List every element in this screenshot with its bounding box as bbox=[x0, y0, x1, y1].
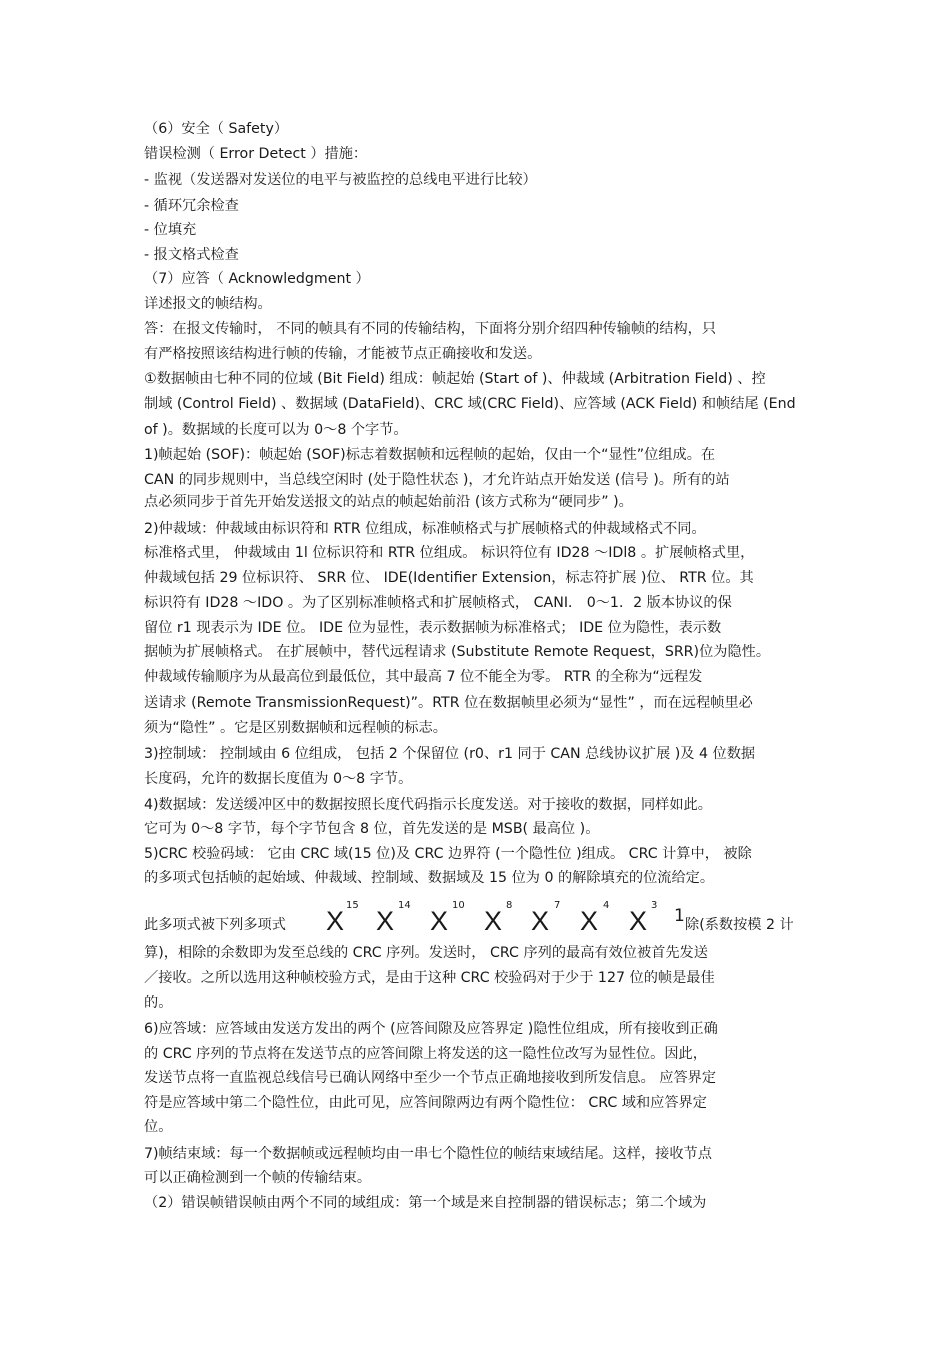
text-line: 2)仲裁域：仲裁域由标识符和 RTR 位组成，标准帧格式与扩展帧格式的仲裁域格式不同。 bbox=[144, 521, 706, 537]
text-line: 6)应答域：应答域由发送方发出的两个 (应答间隙及应答界定 )隐性位组成，所有接收到正确 bbox=[144, 1021, 718, 1037]
text-line: 符是应答域中第二个隐性位，由此可见，应答间隙两边有两个隐性位： CRC 域和应答界定 bbox=[144, 1095, 707, 1111]
text-line: 的多项式包括帧的起始域、仲裁域、控制域、数据域及 15 位为 0 的解除填充的位流给定。 bbox=[144, 870, 715, 886]
text-line: 点必须同步于首先开始发送报文的站点的帧起始前沿 (该方式称为“硬同步” )。 bbox=[144, 494, 633, 510]
polynomial-term-x: X bbox=[531, 906, 550, 936]
text-line: （2）错误帧错误帧由两个不同的域组成：第一个域是来自控制器的错误标志；第二个域为 bbox=[144, 1195, 707, 1211]
text-line: 它可为 0～8 字节，每个字节包含 8 位，首先发送的是 MSB( 最高位 )。 bbox=[144, 821, 600, 837]
text-line: 标准格式里， 仲裁域由 1l 位标识符和 RTR 位组成。 标识符位有 ID28 ～IDl8 。扩展帧格式里， bbox=[144, 545, 755, 561]
polynomial-term-x: X bbox=[326, 906, 345, 936]
text-line: 可以正确检测到一个帧的传输结束。 bbox=[144, 1170, 372, 1186]
text-line: 1)帧起始 (SOF)：帧起始 (SOF)标志着数据帧和远程帧的起始，仅由一个“显性”位组成。在 bbox=[144, 447, 716, 463]
text-line: ①数据帧由七种不同的位域 (Bit Field) 组成：帧起始 (Start of )、仲裁域 (Arbitration Field) 、控 bbox=[144, 371, 766, 387]
polynomial-exponent: 14 bbox=[398, 900, 411, 911]
text-line: 的。 bbox=[144, 995, 173, 1011]
polynomial-exponent: 4 bbox=[603, 900, 610, 911]
text-line: （7）应答（ Acknowledgment ） bbox=[144, 271, 370, 287]
polynomial-exponent: 7 bbox=[554, 900, 561, 911]
text-line: 发送节点将一直监视总线信号已确认网络中至少一个节点正确地接收到所发信息。 应答界定 bbox=[144, 1070, 717, 1086]
text-line: 仲裁域传输顺序为从最高位到最低位，其中最高 7 位不能全为零。 RTR 的全称为“远程发 bbox=[144, 669, 703, 685]
text-line: 的 CRC 序列的节点将在发送节点的应答间隙上将发送的这一隐性位改写为显性位。因此， bbox=[144, 1046, 707, 1062]
text-line: 制域 (Control Field) 、数据域 (DataField)、CRC 域(CRC Field)、应答域 (ACK Field) 和帧结尾 (End bbox=[144, 396, 796, 412]
text-line: - 报文格式检查 bbox=[144, 247, 239, 263]
text-line: 3)控制域： 控制域由 6 位组成， 包括 2 个保留位 (r0、r1 同于 CAN 总线协议扩展 )及 4 位数据 bbox=[144, 746, 756, 762]
text-line: CAN 的同步规则中，当总线空闲时 (处于隐性状态 )，才允许站点开始发送 (信号 )。所有的站 bbox=[144, 472, 730, 488]
polynomial-term-x: X bbox=[484, 906, 503, 936]
text-line: 4)数据域：发送缓冲区中的数据按照长度代码指示长度发送。对于接收的数据，同样如此。 bbox=[144, 797, 712, 813]
text-line: 位。 bbox=[144, 1119, 173, 1135]
text-line: 须为“隐性” 。它是区别数据帧和远程帧的标志。 bbox=[144, 720, 447, 736]
text-line: 仲裁域包括 29 位标识符、 SRR 位、 IDE(Identifier Extension，标志符扩展 )位、 RTR 位。其 bbox=[144, 570, 754, 586]
text-line: 错误检测（ Error Detect ）措施： bbox=[144, 146, 368, 162]
polynomial-constant: 1 bbox=[674, 906, 685, 926]
text-line: （6）安全（ Safety） bbox=[144, 121, 289, 137]
text-line: 5)CRC 校验码域： 它由 CRC 域(15 位)及 CRC 边界符 (一个隐性位 )组成。 CRC 计算中， 被除 bbox=[144, 846, 752, 862]
text-line: 留位 r1 现表示为 IDE 位。 IDE 位为显性，表示数据帧为标准格式； IDE 位为隐性，表示数 bbox=[144, 620, 722, 636]
polynomial-exponent: 8 bbox=[506, 900, 513, 911]
text-line: 答：在报文传输时， 不同的帧具有不同的传输结构，下面将分别介绍四种传输帧的结构，只 bbox=[144, 321, 717, 337]
polynomial-exponent: 10 bbox=[452, 900, 465, 911]
polynomial-term-x: X bbox=[580, 906, 599, 936]
text-line: of )。数据域的长度可以为 0～8 个字节。 bbox=[144, 422, 408, 438]
text-line: 标识符有 ID28 ～IDO 。为了区别标准帧格式和扩展帧格式， CANI． 0～1．2 版本协议的保 bbox=[144, 595, 732, 611]
text-line: - 循环冗余检查 bbox=[144, 198, 239, 214]
polynomial-term-x: X bbox=[629, 906, 648, 936]
text-line: 长度码，允许的数据长度值为 0～8 字节。 bbox=[144, 771, 413, 787]
text-line: 详述报文的帧结构。 bbox=[144, 296, 272, 312]
text-line: 有严格按照该结构进行帧的传输，才能被节点正确接收和发送。 bbox=[144, 346, 542, 362]
polynomial-exponent: 15 bbox=[346, 900, 359, 911]
text-line: ／接收。之所以选用这种帧校验方式，是由于这种 CRC 校验码对于少于 127 位的帧是最佳 bbox=[144, 970, 715, 986]
text-line: 算)，相除的余数即为发至总线的 CRC 序列。发送时， CRC 序列的最高有效位被首先发送 bbox=[144, 945, 708, 961]
text-line: 据帧为扩展帧格式。 在扩展帧中，替代远程请求 (Substitute Remote Request，SRR)位为隐性。 bbox=[144, 644, 771, 660]
text-line: 送请求 (Remote TransmissionRequest)”。RTR 位在数据帧里必须为“显性” ，而在远程帧里必 bbox=[144, 695, 753, 711]
text-line: - 位填充 bbox=[144, 222, 197, 238]
polynomial-term-x: X bbox=[430, 906, 449, 936]
crc-polynomial bbox=[144, 900, 814, 940]
text-line: - 监视（发送器对发送位的电平与被监控的总线电平进行比较） bbox=[144, 172, 537, 188]
polynomial-exponent: 3 bbox=[651, 900, 658, 911]
polynomial-term-x: X bbox=[376, 906, 395, 936]
text-line: 7)帧结束域：每一个数据帧或远程帧均由一串七个隐性位的帧结束域结尾。这样，接收节点 bbox=[144, 1146, 712, 1162]
polynomial-tail-text: 除(系数按模 2 计 bbox=[685, 917, 794, 933]
polynomial-intro: 此多项式被下列多项式 bbox=[144, 917, 286, 933]
